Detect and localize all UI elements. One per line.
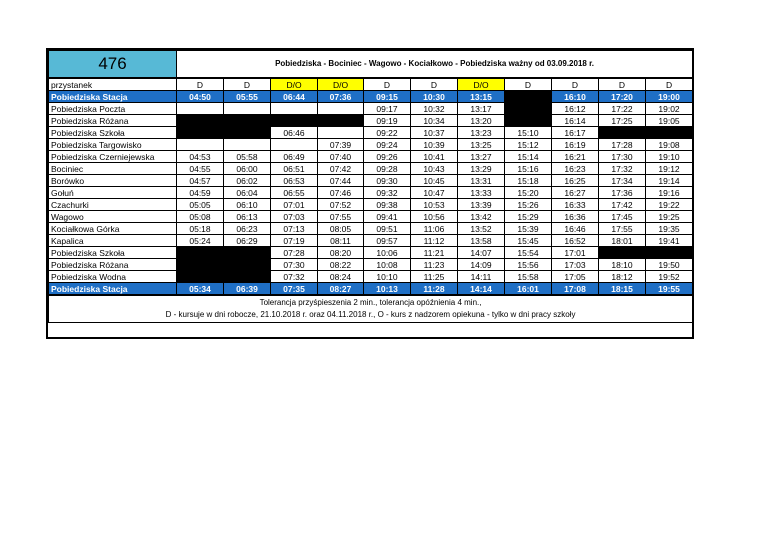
departure-time: 07:30 — [271, 259, 318, 271]
departure-time: 08:22 — [318, 259, 364, 271]
departure-time: 11:12 — [411, 235, 458, 247]
course-code: D — [364, 78, 411, 91]
departure-time: 09:28 — [364, 163, 411, 175]
stop-name: Pobiedziska Wodna — [49, 271, 177, 283]
departure-time: 11:25 — [411, 271, 458, 283]
timetable-row — [49, 211, 693, 223]
departure-time: 19:02 — [646, 103, 693, 115]
departure-time: 17:28 — [599, 139, 646, 151]
timetable-row — [49, 103, 693, 115]
departure-time: 10:37 — [411, 127, 458, 139]
departure-time: 14:11 — [458, 271, 505, 283]
stop-name: Czachurki — [49, 199, 177, 211]
timetable-row — [49, 223, 693, 235]
timetable-row — [49, 151, 693, 163]
departure-time — [271, 103, 318, 115]
timetable-row — [49, 271, 693, 283]
departure-time: 06:51 — [271, 163, 318, 175]
departure-time: 16:46 — [552, 223, 599, 235]
departure-time: 08:27 — [318, 283, 364, 296]
departure-time: 09:15 — [364, 91, 411, 103]
no-stop-cell — [177, 259, 224, 271]
departure-time: 06:02 — [224, 175, 271, 187]
departure-time: 07:42 — [318, 163, 364, 175]
departure-time: 07:03 — [271, 211, 318, 223]
course-code: D — [552, 78, 599, 91]
stop-column-header: przystanek — [49, 78, 177, 91]
departure-time: 13:33 — [458, 187, 505, 199]
departure-time: 09:41 — [364, 211, 411, 223]
course-code: D — [646, 78, 693, 91]
note-line: D - kursuje w dni robocze, 21.10.2018 r. oraz 04.11.2018 r., O - kurs z nadzorem opiekuna - tylko w dni pracy szkoły — [165, 310, 576, 319]
departure-time: 16:21 — [552, 151, 599, 163]
departure-time: 09:22 — [364, 127, 411, 139]
departure-time: 06:13 — [224, 211, 271, 223]
departure-time: 06:46 — [271, 127, 318, 139]
departure-time: 11:06 — [411, 223, 458, 235]
departure-time: 10:13 — [364, 283, 411, 296]
course-code: D — [411, 78, 458, 91]
stop-name: Pobiedziska Targowisko — [49, 139, 177, 151]
departure-time: 19:16 — [646, 187, 693, 199]
departure-time: 17:08 — [552, 283, 599, 296]
departure-time — [177, 139, 224, 151]
departure-time: 05:55 — [224, 91, 271, 103]
departure-time: 16:52 — [552, 235, 599, 247]
no-stop-cell — [177, 271, 224, 283]
departure-time: 04:57 — [177, 175, 224, 187]
departure-time: 16:33 — [552, 199, 599, 211]
departure-time: 16:23 — [552, 163, 599, 175]
course-code: D/O — [458, 78, 505, 91]
departure-time: 08:05 — [318, 223, 364, 235]
stop-name: Gołuń — [49, 187, 177, 199]
departure-time: 08:20 — [318, 247, 364, 259]
departure-time — [224, 139, 271, 151]
timetable-row — [49, 235, 693, 247]
departure-time: 13:23 — [458, 127, 505, 139]
departure-time: 19:05 — [646, 115, 693, 127]
departure-time: 17:55 — [599, 223, 646, 235]
departure-time: 19:35 — [646, 223, 693, 235]
departure-time: 17:20 — [599, 91, 646, 103]
departure-time: 11:28 — [411, 283, 458, 296]
stop-name: Pobiedziska Czerniejewska — [49, 151, 177, 163]
departure-time: 09:32 — [364, 187, 411, 199]
departure-time: 17:34 — [599, 175, 646, 187]
timetable — [48, 50, 693, 323]
course-code: D — [599, 78, 646, 91]
departure-time: 13:29 — [458, 163, 505, 175]
departure-time: 07:44 — [318, 175, 364, 187]
departure-time: 19:25 — [646, 211, 693, 223]
departure-time: 13:27 — [458, 151, 505, 163]
departure-time: 18:10 — [599, 259, 646, 271]
no-stop-cell — [646, 247, 693, 259]
departure-time: 17:01 — [552, 247, 599, 259]
departure-time: 17:22 — [599, 103, 646, 115]
departure-time: 09:17 — [364, 103, 411, 115]
departure-time: 07:46 — [318, 187, 364, 199]
departure-time: 16:12 — [552, 103, 599, 115]
departure-time: 14:14 — [458, 283, 505, 296]
departure-time: 06:49 — [271, 151, 318, 163]
departure-time: 09:30 — [364, 175, 411, 187]
timetable-row — [49, 139, 693, 151]
departure-time: 13:58 — [458, 235, 505, 247]
timetable-row — [49, 127, 693, 139]
departure-time: 19:08 — [646, 139, 693, 151]
departure-time: 07:01 — [271, 199, 318, 211]
departure-time: 19:12 — [646, 163, 693, 175]
departure-time: 16:25 — [552, 175, 599, 187]
stop-name: Kociałkowa Górka — [49, 223, 177, 235]
timetable-row — [49, 259, 693, 271]
departure-time: 09:26 — [364, 151, 411, 163]
departure-time: 17:45 — [599, 211, 646, 223]
departure-time: 10:47 — [411, 187, 458, 199]
departure-time: 10:41 — [411, 151, 458, 163]
departure-time: 07:28 — [271, 247, 318, 259]
departure-time: 07:52 — [318, 199, 364, 211]
departure-time: 15:14 — [505, 151, 552, 163]
departure-time: 10:45 — [411, 175, 458, 187]
departure-time: 09:24 — [364, 139, 411, 151]
departure-time: 10:56 — [411, 211, 458, 223]
departure-time — [271, 139, 318, 151]
stop-name: Pobiedziska Stacja — [49, 283, 177, 296]
departure-time: 19:52 — [646, 271, 693, 283]
departure-time: 09:51 — [364, 223, 411, 235]
departure-time: 19:41 — [646, 235, 693, 247]
departure-time: 16:10 — [552, 91, 599, 103]
departure-time — [318, 127, 364, 139]
departure-time: 07:55 — [318, 211, 364, 223]
departure-time: 15:29 — [505, 211, 552, 223]
note-line: Tolerancja przyśpieszenia 2 min., tolerancja opóźnienia 4 min., — [259, 298, 482, 307]
departure-time: 07:13 — [271, 223, 318, 235]
stop-name: Pobiedziska Szkoła — [49, 247, 177, 259]
departure-time: 17:42 — [599, 199, 646, 211]
stop-name: Pobiedziska Stacja — [49, 91, 177, 103]
departure-time: 10:32 — [411, 103, 458, 115]
departure-time: 19:50 — [646, 259, 693, 271]
no-stop-cell — [599, 127, 646, 139]
timetable-sheet — [46, 48, 694, 339]
no-stop-cell — [271, 115, 318, 127]
course-code: D — [177, 78, 224, 91]
departure-time: 16:01 — [505, 283, 552, 296]
departure-time: 11:21 — [411, 247, 458, 259]
timetable-row — [49, 175, 693, 187]
departure-time: 06:44 — [271, 91, 318, 103]
departure-time: 10:43 — [411, 163, 458, 175]
departure-time: 16:17 — [552, 127, 599, 139]
departure-time: 14:09 — [458, 259, 505, 271]
stop-name: Borówko — [49, 175, 177, 187]
departure-time: 16:36 — [552, 211, 599, 223]
no-stop-cell — [505, 103, 552, 115]
stop-name: Kapalica — [49, 235, 177, 247]
departure-time: 16:19 — [552, 139, 599, 151]
no-stop-cell — [177, 115, 224, 127]
departure-time: 04:59 — [177, 187, 224, 199]
departure-time: 06:04 — [224, 187, 271, 199]
departure-time — [318, 103, 364, 115]
departure-time: 13:39 — [458, 199, 505, 211]
departure-time: 15:54 — [505, 247, 552, 259]
departure-time: 04:50 — [177, 91, 224, 103]
departure-time: 04:55 — [177, 163, 224, 175]
route-title: Pobiedziska - Bociniec - Wagowo - Kociałkowo - Pobiedziska ważny od 03.09.2018 r. — [177, 51, 693, 79]
timetable-row — [49, 283, 693, 296]
timetable-row — [49, 199, 693, 211]
departure-time: 06:55 — [271, 187, 318, 199]
departure-time: 10:39 — [411, 139, 458, 151]
departure-time: 19:14 — [646, 175, 693, 187]
departure-time: 19:10 — [646, 151, 693, 163]
departure-time: 05:08 — [177, 211, 224, 223]
timetable-notes — [49, 295, 693, 323]
departure-time: 10:08 — [364, 259, 411, 271]
departure-time: 07:40 — [318, 151, 364, 163]
departure-time: 07:35 — [271, 283, 318, 296]
departure-time: 17:36 — [599, 187, 646, 199]
departure-time: 15:26 — [505, 199, 552, 211]
departure-time: 06:00 — [224, 163, 271, 175]
departure-time: 19:00 — [646, 91, 693, 103]
departure-time: 15:10 — [505, 127, 552, 139]
departure-time: 04:53 — [177, 151, 224, 163]
departure-time: 16:27 — [552, 187, 599, 199]
departure-time: 05:24 — [177, 235, 224, 247]
departure-time: 13:31 — [458, 175, 505, 187]
departure-time: 15:39 — [505, 223, 552, 235]
course-code-empty: D — [505, 78, 552, 91]
departure-time: 07:19 — [271, 235, 318, 247]
departure-time: 18:01 — [599, 235, 646, 247]
no-stop-cell — [318, 115, 364, 127]
departure-time — [177, 103, 224, 115]
course-code: D — [224, 78, 271, 91]
route-number: 476 — [49, 51, 177, 79]
no-stop-cell — [177, 127, 224, 139]
departure-time: 07:39 — [318, 139, 364, 151]
departure-time: 10:34 — [411, 115, 458, 127]
course-code: D/O — [318, 78, 364, 91]
departure-time: 16:14 — [552, 115, 599, 127]
no-stop-cell — [224, 247, 271, 259]
departure-time: 18:12 — [599, 271, 646, 283]
stop-name: Wagowo — [49, 211, 177, 223]
departure-time: 15:45 — [505, 235, 552, 247]
departure-time: 09:57 — [364, 235, 411, 247]
departure-time: 06:23 — [224, 223, 271, 235]
no-stop-cell — [224, 115, 271, 127]
departure-time: 17:03 — [552, 259, 599, 271]
departure-time: 15:12 — [505, 139, 552, 151]
departure-time: 10:53 — [411, 199, 458, 211]
departure-time: 09:38 — [364, 199, 411, 211]
departure-time: 05:18 — [177, 223, 224, 235]
departure-time: 17:32 — [599, 163, 646, 175]
stop-name: Pobiedziska Różana — [49, 115, 177, 127]
departure-time: 13:15 — [458, 91, 505, 103]
departure-time: 06:39 — [224, 283, 271, 296]
departure-time: 17:25 — [599, 115, 646, 127]
no-stop-cell — [177, 247, 224, 259]
departure-time: 06:53 — [271, 175, 318, 187]
no-stop-cell — [224, 259, 271, 271]
departure-time: 13:20 — [458, 115, 505, 127]
departure-time: 09:19 — [364, 115, 411, 127]
departure-time: 11:23 — [411, 259, 458, 271]
departure-time: 15:16 — [505, 163, 552, 175]
stop-name: Pobiedziska Szkoła — [49, 127, 177, 139]
departure-time: 10:30 — [411, 91, 458, 103]
departure-time: 08:24 — [318, 271, 364, 283]
departure-time: 14:07 — [458, 247, 505, 259]
course-code: D/O — [271, 78, 318, 91]
departure-time: 06:10 — [224, 199, 271, 211]
timetable-row — [49, 187, 693, 199]
no-stop-cell — [505, 91, 552, 103]
departure-time: 19:55 — [646, 283, 693, 296]
no-stop-cell — [646, 127, 693, 139]
departure-time: 18:15 — [599, 283, 646, 296]
no-stop-cell — [224, 127, 271, 139]
departure-time: 05:05 — [177, 199, 224, 211]
no-stop-cell — [224, 271, 271, 283]
departure-time: 13:17 — [458, 103, 505, 115]
timetable-row — [49, 163, 693, 175]
departure-time: 07:32 — [271, 271, 318, 283]
departure-time: 10:10 — [364, 271, 411, 283]
departure-time: 08:11 — [318, 235, 364, 247]
stop-name: Pobiedziska Poczta — [49, 103, 177, 115]
departure-time: 07:36 — [318, 91, 364, 103]
departure-time: 05:34 — [177, 283, 224, 296]
departure-time: 10:06 — [364, 247, 411, 259]
departure-time: 13:42 — [458, 211, 505, 223]
stop-name: Bociniec — [49, 163, 177, 175]
stop-name: Pobiedziska Różana — [49, 259, 177, 271]
departure-time: 13:52 — [458, 223, 505, 235]
departure-time: 15:58 — [505, 271, 552, 283]
no-stop-cell — [505, 115, 552, 127]
departure-time: 15:20 — [505, 187, 552, 199]
no-stop-cell — [599, 247, 646, 259]
departure-time: 17:05 — [552, 271, 599, 283]
departure-time: 17:30 — [599, 151, 646, 163]
departure-time: 06:29 — [224, 235, 271, 247]
timetable-row — [49, 115, 693, 127]
timetable-row — [49, 247, 693, 259]
departure-time: 15:18 — [505, 175, 552, 187]
departure-time: 05:58 — [224, 151, 271, 163]
departure-time: 15:56 — [505, 259, 552, 271]
departure-time — [224, 103, 271, 115]
departure-time: 13:25 — [458, 139, 505, 151]
timetable-row — [49, 91, 693, 103]
departure-time: 19:22 — [646, 199, 693, 211]
